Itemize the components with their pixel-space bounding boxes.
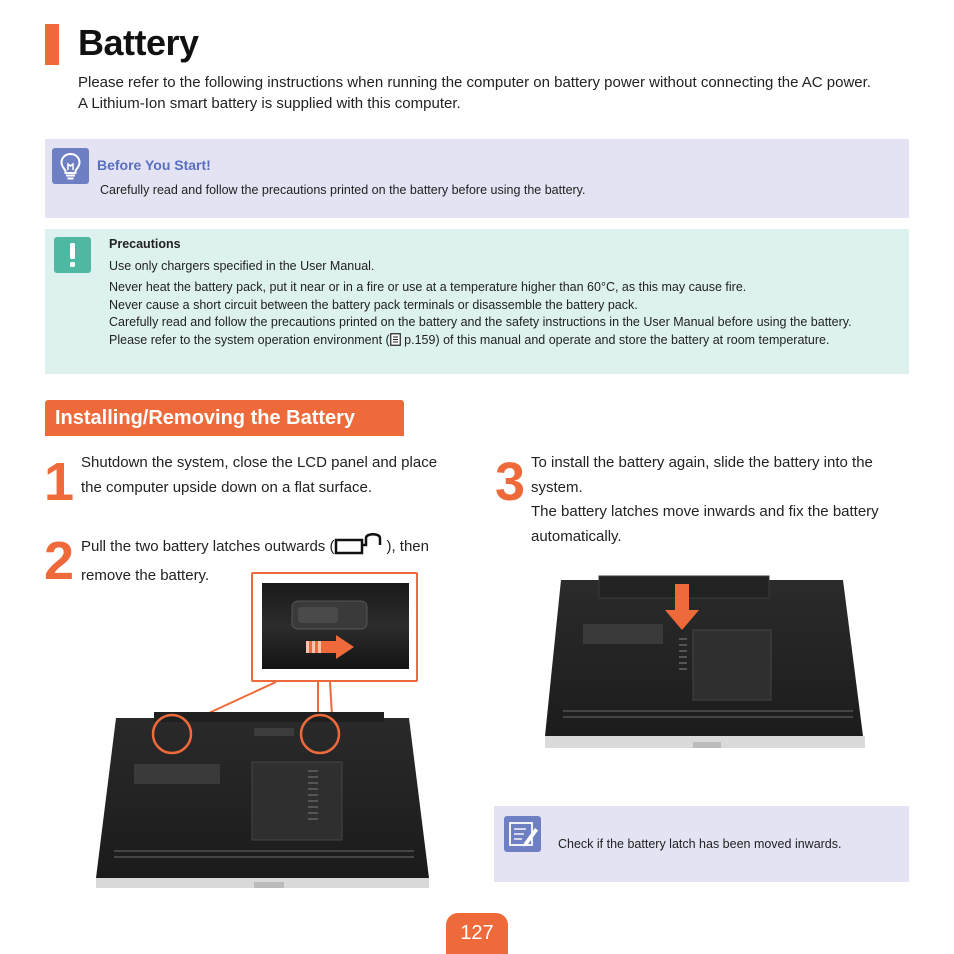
latch-closeup-photo	[262, 583, 409, 669]
step-2-number: 2	[44, 531, 73, 591]
precaution-item: Never heat the battery pack, put it near or in a fire or use at a temperature higher than 60°C, as this may cause fire.	[109, 280, 747, 294]
precaution-env-after: p.159) of this manual and operate and store the battery at room temperature.	[400, 332, 830, 347]
intro-line-1: Please refer to the following instructions when running the computer on battery power without connecting the AC power.	[78, 74, 871, 91]
step-3-text	[531, 451, 911, 549]
section-header	[45, 400, 404, 436]
latch-zoom-frame	[251, 572, 418, 682]
note-text: Check if the battery latch has been moved inwards.	[558, 837, 842, 851]
precaution-item: Never cause a short circuit between the battery pack terminals or disassemble the battery pack.	[109, 297, 638, 312]
precaution-item: Use only chargers specified in the User Manual.	[109, 258, 375, 273]
laptop-bottom-photo-install	[543, 574, 866, 750]
precautions-content	[109, 236, 904, 351]
unlock-latch-icon	[334, 531, 386, 564]
step-2-text-before: Pull the two battery latches outwards (	[81, 538, 335, 555]
intro-text	[78, 72, 908, 114]
precaution-env-before: Please refer to the system operation environment (	[109, 332, 390, 347]
page-number-tab	[446, 913, 508, 954]
before-you-start-box	[45, 139, 909, 218]
step-1-text: Shutdown the system, close the LCD panel and place the computer upside down on a flat surface.	[81, 454, 438, 496]
lightbulb-icon	[52, 148, 89, 184]
precaution-item-environment	[109, 332, 904, 352]
before-you-start-text: Carefully read and follow the precautions printed on the battery before using the battery.	[100, 183, 586, 197]
precaution-item: Carefully read and follow the precautions printed on the battery and the safety instructions in the User Manual before using the battery.	[109, 315, 852, 329]
before-you-start-title: Before You Start!	[97, 157, 211, 173]
step-3-number: 3	[495, 452, 524, 512]
page-title: Battery	[78, 22, 199, 63]
step-3-line-2: The battery latches move inwards and fix the battery automatically.	[531, 503, 879, 545]
laptop-bottom-photo-remove	[94, 700, 434, 890]
pencil-note-icon	[504, 816, 541, 852]
step-1-number: 1	[44, 452, 73, 512]
step-3-line-1: To install the battery again, slide the battery into the system.	[531, 454, 873, 496]
page-number: 127	[460, 922, 494, 944]
section-title: Installing/Removing the Battery	[55, 407, 356, 429]
exclamation-icon	[54, 237, 91, 273]
document-reference-icon	[390, 333, 401, 352]
note-box	[494, 806, 909, 882]
title-accent-bar	[45, 24, 59, 65]
step-2-text-after: ), then remove the battery.	[81, 538, 429, 584]
precautions-title: Precautions	[109, 237, 181, 251]
precautions-box	[45, 229, 909, 374]
intro-line-2: A Lithium-Ion smart battery is supplied with this computer.	[78, 95, 461, 112]
